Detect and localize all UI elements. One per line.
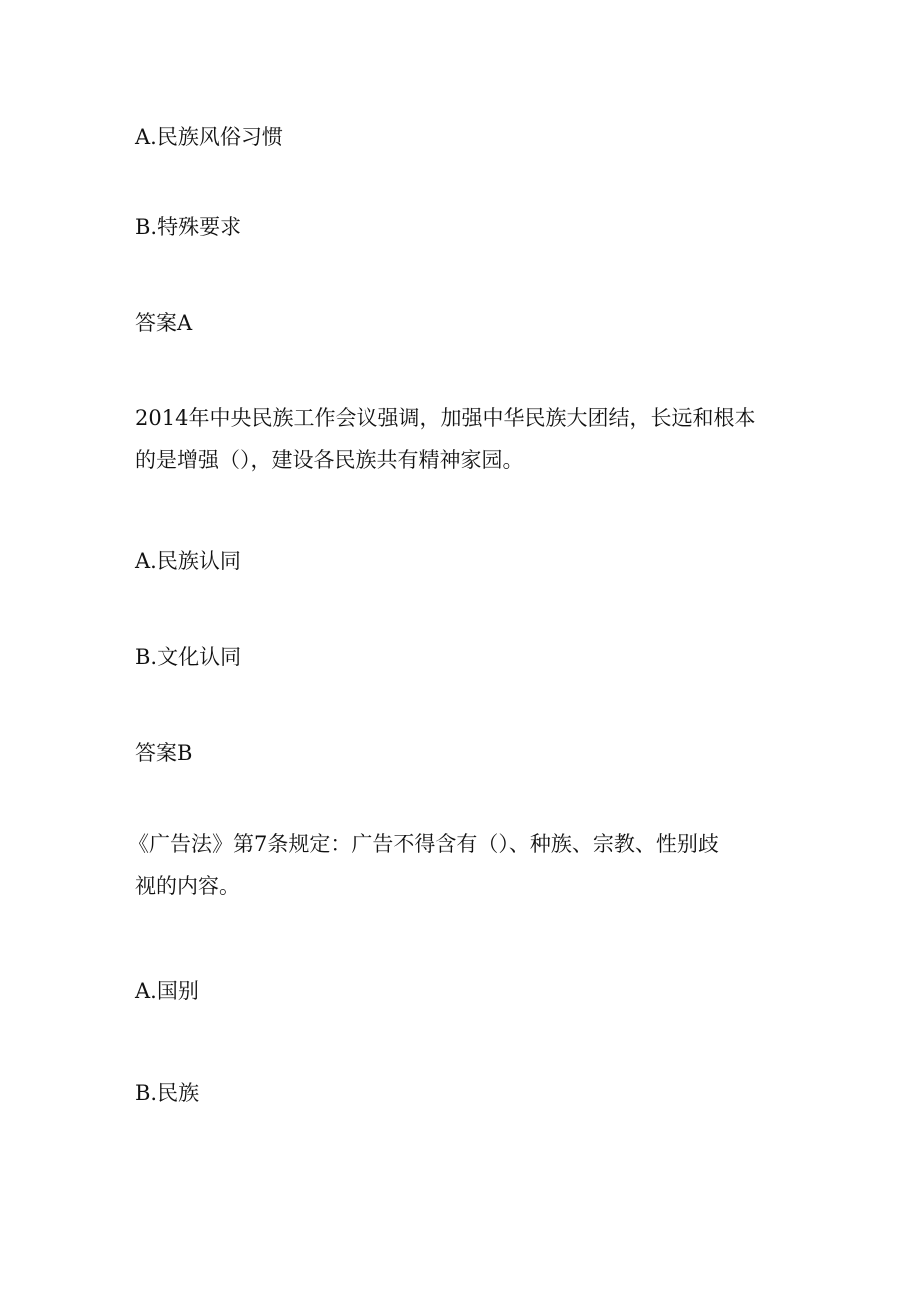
option-b-1: B.特殊要求 — [135, 215, 242, 239]
option-b-2: B.文化认同 — [135, 645, 242, 669]
question-2-line-2: 的是增强（），建设各民族共有精神家园。 — [135, 448, 524, 472]
option-a-2: A.民族认同 — [135, 549, 241, 573]
answer-2: 答案B — [135, 741, 193, 765]
option-a-1: A.民族风俗习惯 — [135, 125, 283, 149]
question-2-line-1: 2014年中央民族工作会议强调，加强中华民族大团结，长远和根本 — [135, 406, 756, 430]
question-3 — [128, 823, 768, 907]
answer-1: 答案A — [135, 311, 193, 335]
option-a-3: A.国别 — [135, 979, 199, 1003]
option-b-3: B.民族 — [135, 1081, 200, 1105]
question-3-line-1: 《广告法》第7条规定：广告不得含有（）、种族、宗教、性别歧 — [128, 832, 719, 856]
question-2 — [135, 397, 775, 481]
question-3-line-2: 视的内容。 — [135, 874, 240, 898]
